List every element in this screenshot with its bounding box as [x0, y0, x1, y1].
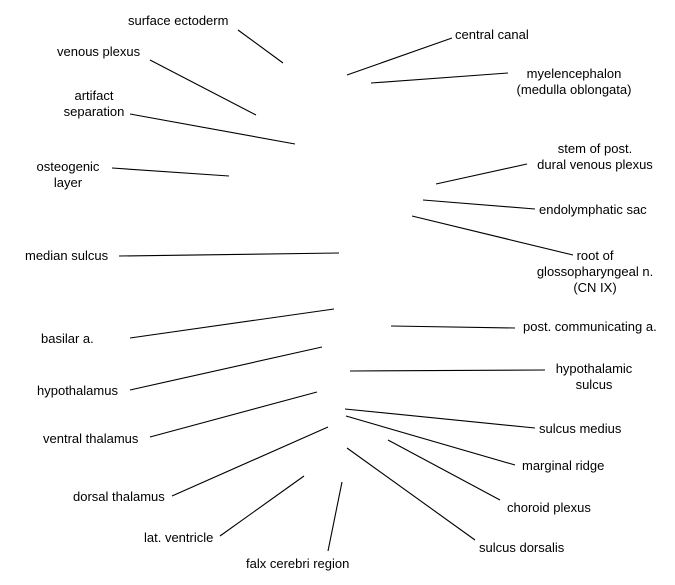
- label-artifact-separation: [64, 88, 125, 120]
- label-post-communicating-a: post. communicating a.: [523, 319, 657, 334]
- leader-basilar-a: [130, 309, 334, 338]
- label-ventral-thalamus: ventral thalamus: [43, 431, 139, 446]
- label-line: layer: [53, 175, 83, 190]
- label-hypothalamus: hypothalamus: [37, 383, 118, 398]
- leader-venous-plexus: [150, 60, 256, 115]
- leader-post-communicating-a: [391, 326, 515, 328]
- label-line: (CN IX): [573, 280, 617, 295]
- leader-osteogenic-layer: [112, 168, 229, 176]
- label-line: osteogenic: [36, 159, 100, 174]
- label-choroid-plexus: choroid plexus: [507, 500, 591, 515]
- leader-surface-ectoderm: [238, 30, 283, 63]
- label-marginal-ridge: marginal ridge: [522, 458, 605, 473]
- label-line: root of: [576, 248, 614, 263]
- label-dorsal-thalamus: dorsal thalamus: [73, 489, 165, 504]
- label-line: glossopharyngeal n.: [536, 264, 654, 279]
- leader-endolymphatic-sac: [423, 200, 535, 209]
- label-surface-ectoderm: surface ectoderm: [128, 13, 229, 28]
- label-line: myelencephalon: [526, 66, 622, 81]
- label-stem-post-dural-venous-plexus: [537, 141, 653, 173]
- leader-median-sulcus: [119, 253, 339, 256]
- label-line: artifact: [74, 88, 114, 103]
- label-line: sulcus: [575, 377, 613, 392]
- label-lat-ventricle: lat. ventricle: [144, 530, 214, 545]
- leader-choroid-plexus: [388, 440, 500, 500]
- label-root-glossopharyngeal: [537, 248, 653, 296]
- leader-myelencephalon: [371, 73, 508, 83]
- label-central-canal: central canal: [455, 27, 529, 42]
- label-venous-plexus: venous plexus: [57, 44, 141, 59]
- label-line: dural venous plexus: [537, 157, 653, 172]
- label-line: stem of post.: [557, 141, 633, 156]
- label-sulcus-medius: sulcus medius: [539, 421, 622, 436]
- leader-sulcus-dorsalis: [347, 448, 475, 540]
- label-median-sulcus: median sulcus: [25, 248, 109, 263]
- leader-ventral-thalamus: [150, 392, 317, 437]
- leader-hypothalamus: [130, 347, 322, 390]
- label-line: hypothalamic: [555, 361, 633, 376]
- leader-central-canal: [347, 38, 452, 75]
- label-osteogenic-layer: [37, 159, 100, 191]
- leader-sulcus-medius: [345, 409, 535, 428]
- label-basilar-a: basilar a.: [41, 331, 94, 346]
- leader-lat-ventricle: [220, 476, 304, 536]
- leader-stem-post-dural-venous-plexus: [436, 164, 527, 184]
- label-myelencephalon: [517, 66, 632, 98]
- leader-dorsal-thalamus: [172, 427, 328, 496]
- leader-artifact-separation: [130, 114, 295, 144]
- label-endolymphatic-sac: endolymphatic sac: [539, 202, 647, 217]
- leader-hypothalamic-sulcus: [350, 370, 545, 371]
- leader-falx-cerebri-region: [328, 482, 342, 551]
- label-line: (medulla oblongata): [516, 82, 632, 97]
- label-sulcus-dorsalis: sulcus dorsalis: [479, 540, 565, 555]
- label-hypothalamic-sulcus: [556, 361, 633, 393]
- label-falx-cerebri-region: falx cerebri region: [246, 556, 350, 571]
- label-line: separation: [63, 104, 125, 119]
